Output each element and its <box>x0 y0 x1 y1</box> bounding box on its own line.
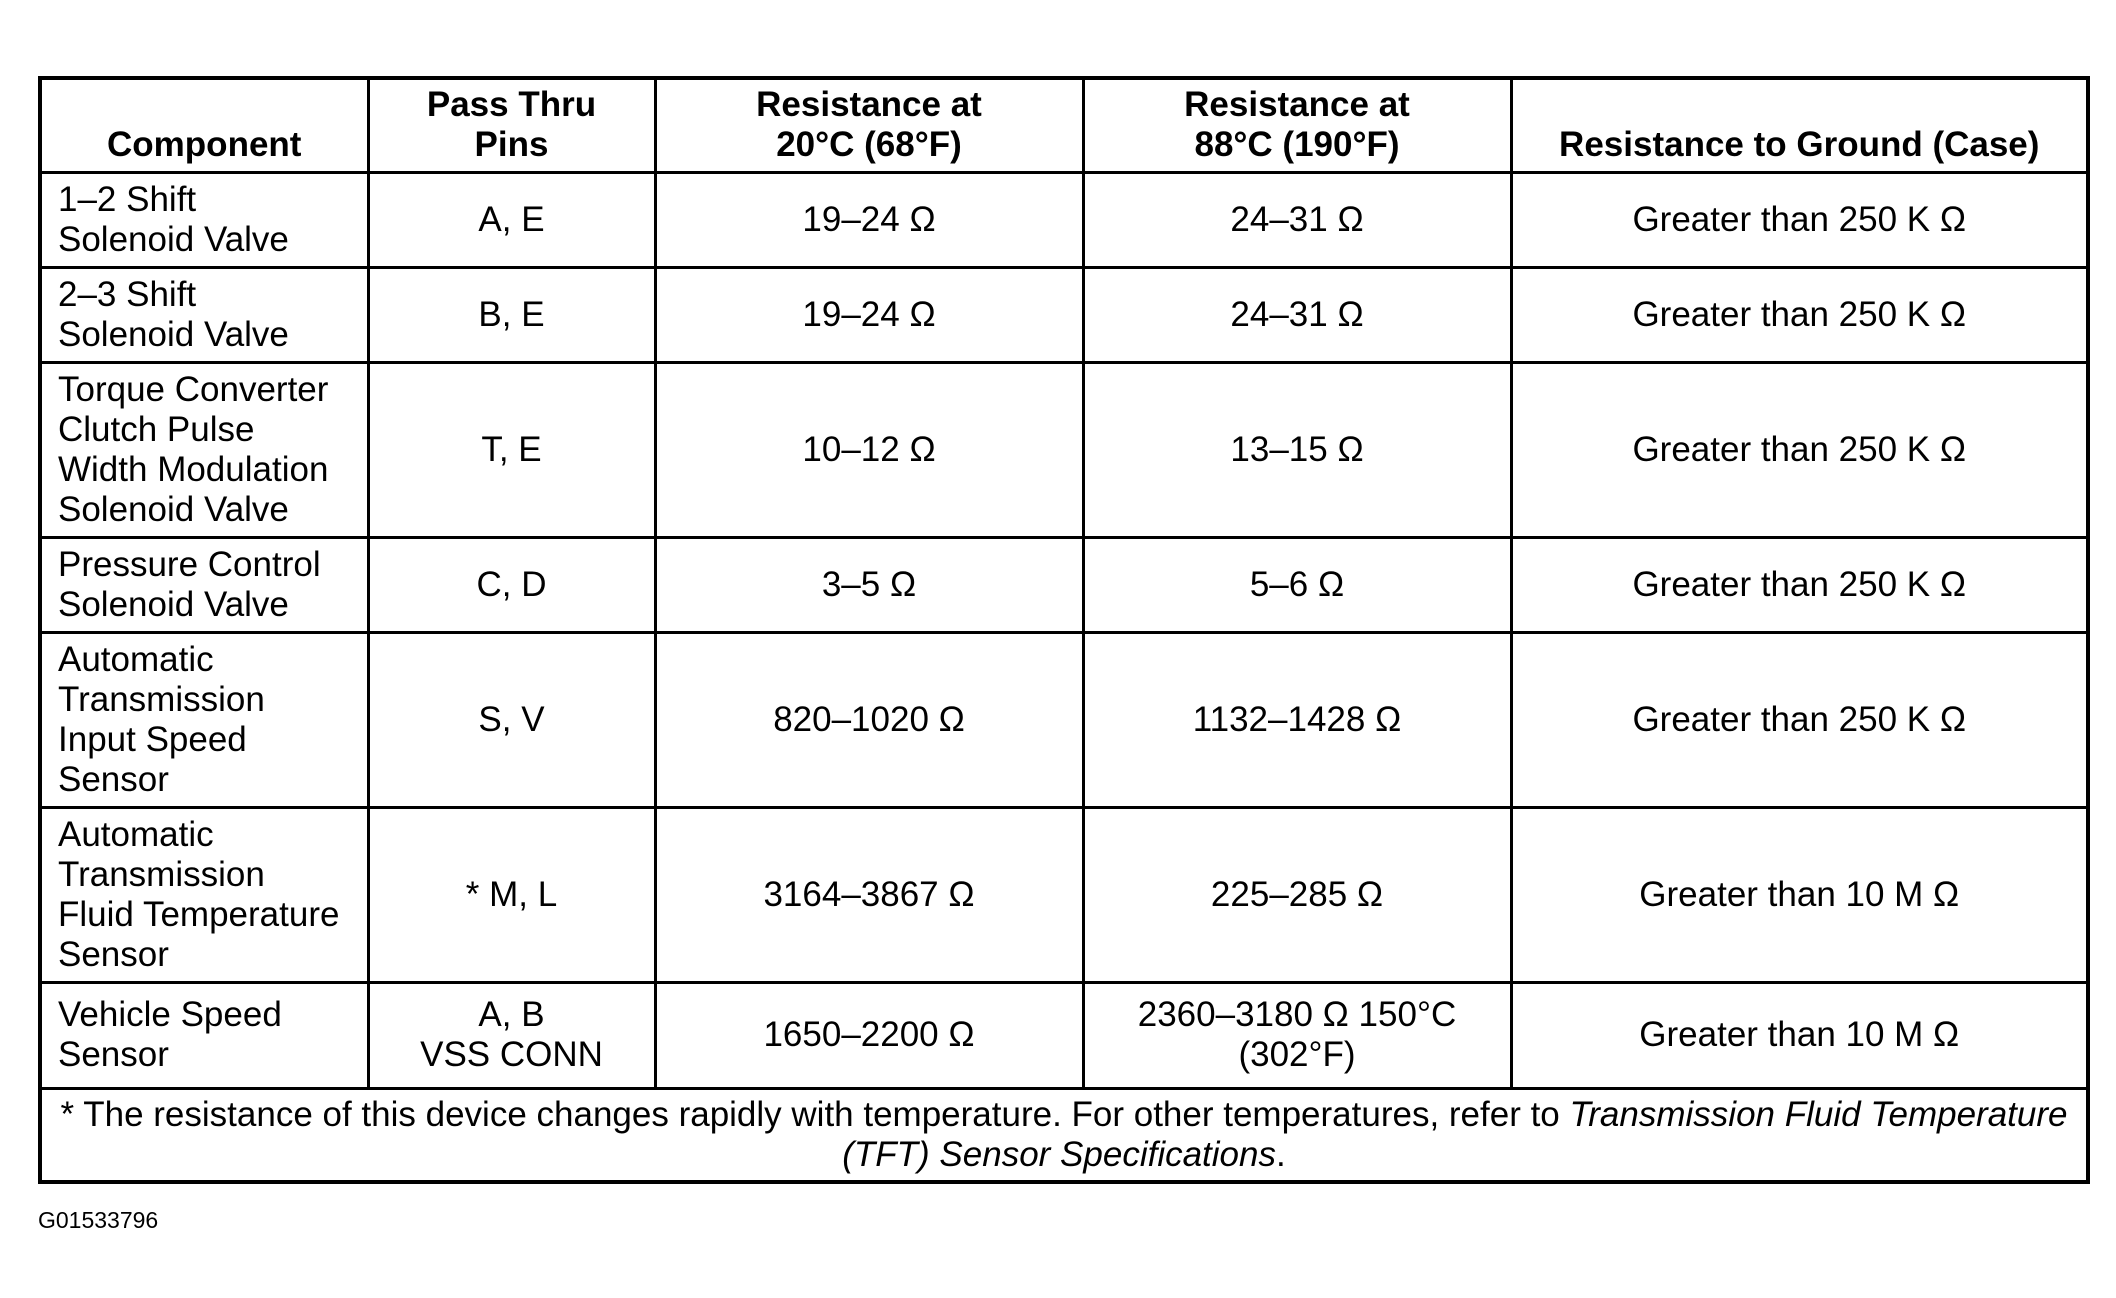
footnote-text: * The resistance of this device changes rapidly with temperature. For other temperatures, refer to <box>60 1094 1570 1134</box>
component-cell <box>40 172 368 267</box>
table-row <box>40 807 2088 982</box>
footnote-end: . <box>1276 1134 1286 1174</box>
resistance-20c-cell-line: 19–24 Ω <box>802 294 936 334</box>
resistance-ground-cell-text: Greater than 10 M Ω <box>1639 874 1960 914</box>
pins-cell-line: S, V <box>478 699 545 739</box>
resistance-ground-cell <box>1511 537 2088 632</box>
component-cell-line: Vehicle Speed <box>58 995 282 1034</box>
resistance-20c-cell <box>655 537 1083 632</box>
component-cell-line: Transmission <box>58 854 265 894</box>
resistance-88c-cell-line: 225–285 Ω <box>1210 874 1384 914</box>
resistance-88c-cell-line: 24–31 Ω <box>1230 199 1364 239</box>
resistance-ground-cell <box>1511 807 2088 982</box>
component-cell <box>40 537 368 632</box>
component-cell-line: Input Speed <box>58 719 247 759</box>
component-cell-line: Pressure Control <box>58 544 321 584</box>
resistance-ground-cell <box>1511 632 2088 807</box>
pins-cell <box>368 172 655 267</box>
footnote-cell <box>40 1088 2088 1182</box>
component-cell-line: Sensor <box>58 1035 169 1074</box>
resistance-ground-cell-text: Greater than 250 K Ω <box>1632 294 1967 334</box>
resistance-ground-cell-text: Greater than 10 M Ω <box>1639 1015 1960 1054</box>
component-cell-line: Clutch Pulse <box>58 409 255 449</box>
component-cell <box>40 982 368 1088</box>
resistance-88c-cell-line: (302°F) <box>1238 1035 1356 1074</box>
component-cell-line: Width Modulation <box>58 449 329 489</box>
header-component-label: Component <box>107 124 302 164</box>
figure-code: G01533796 <box>38 1207 159 1233</box>
resistance-ground-cell-text: Greater than 250 K Ω <box>1632 429 1967 469</box>
table-row <box>40 537 2088 632</box>
component-cell-line: Sensor <box>58 759 169 799</box>
resistance-20c-cell-line: 3164–3867 Ω <box>763 874 975 914</box>
component-cell-line: Fluid Temperature <box>58 894 340 934</box>
header-resistance-to-ground <box>1511 78 2088 172</box>
component-cell-line: Sensor <box>58 934 169 974</box>
resistance-ground-cell <box>1511 982 2088 1088</box>
resistance-88c-cell <box>1083 537 1511 632</box>
resistance-88c-cell-line: 24–31 Ω <box>1230 294 1364 334</box>
resistance-20c-cell-line: 10–12 Ω <box>802 429 936 469</box>
resistance-88c-cell <box>1083 982 1511 1088</box>
header-resistance-88c <box>1083 78 1511 172</box>
resistance-20c-cell-line: 1650–2200 Ω <box>763 1015 975 1054</box>
resistance-ground-cell-text: Greater than 250 K Ω <box>1632 199 1967 239</box>
resistance-ground-cell <box>1511 172 2088 267</box>
resistance-20c-cell <box>655 172 1083 267</box>
pins-cell-line: C, D <box>476 564 547 604</box>
resistance-ground-cell-text: Greater than 250 K Ω <box>1632 564 1967 604</box>
table-row <box>40 267 2088 362</box>
table-row <box>40 362 2088 537</box>
resistance-88c-cell-line: 5–6 Ω <box>1249 564 1345 604</box>
resistance-20c-cell <box>655 362 1083 537</box>
component-cell-line: Solenoid Valve <box>58 584 289 624</box>
table-row <box>40 172 2088 267</box>
footnote-row <box>40 1088 2088 1182</box>
pins-cell-line: B, E <box>478 294 545 334</box>
component-cell-line: Torque Converter <box>58 369 329 409</box>
header-component <box>40 78 368 172</box>
pins-cell <box>368 267 655 362</box>
header-pins-line-1: Pass Thru <box>426 84 597 124</box>
resistance-88c-cell <box>1083 267 1511 362</box>
pins-cell-line: VSS CONN <box>420 1035 603 1074</box>
component-cell <box>40 362 368 537</box>
resistance-88c-cell <box>1083 632 1511 807</box>
pins-cell <box>368 362 655 537</box>
resistance-20c-cell <box>655 982 1083 1088</box>
pins-cell <box>368 982 655 1088</box>
resistance-20c-cell-line: 3–5 Ω <box>821 564 917 604</box>
header-ground-label: Resistance to Ground (Case) <box>1559 124 2040 164</box>
pins-cell-line: A, E <box>478 199 545 239</box>
resistance-spec-table <box>38 76 2090 1184</box>
pins-cell-line: * M, L <box>465 874 558 914</box>
table-row <box>40 982 2088 1088</box>
pins-cell-line: A, B <box>478 995 545 1034</box>
header-pins-line-2: Pins <box>474 124 549 164</box>
table-row <box>40 632 2088 807</box>
component-cell-line: Solenoid Valve <box>58 219 289 259</box>
component-cell <box>40 267 368 362</box>
resistance-88c-cell-line: 13–15 Ω <box>1230 429 1364 469</box>
header-r20-line-2: 20°C (68°F) <box>776 124 962 164</box>
resistance-20c-cell <box>655 267 1083 362</box>
resistance-88c-cell <box>1083 172 1511 267</box>
header-pass-thru-pins <box>368 78 655 172</box>
resistance-20c-cell-line: 820–1020 Ω <box>773 699 965 739</box>
component-cell-line: 1–2 Shift <box>58 179 197 219</box>
resistance-ground-cell-text: Greater than 250 K Ω <box>1632 699 1967 739</box>
component-cell-line: Automatic <box>58 814 214 854</box>
component-cell-line: 2–3 Shift <box>58 274 197 314</box>
resistance-20c-cell <box>655 807 1083 982</box>
resistance-88c-cell-line: 2360–3180 Ω 150°C <box>1137 995 1457 1034</box>
component-cell <box>40 632 368 807</box>
resistance-88c-cell <box>1083 807 1511 982</box>
resistance-88c-cell <box>1083 362 1511 537</box>
resistance-ground-cell <box>1511 362 2088 537</box>
pins-cell <box>368 807 655 982</box>
component-cell-line: Automatic <box>58 639 214 679</box>
header-row <box>40 78 2088 172</box>
header-r20-line-1: Resistance at <box>756 84 982 124</box>
pins-cell <box>368 632 655 807</box>
resistance-20c-cell <box>655 632 1083 807</box>
component-cell-line: Transmission <box>58 679 265 719</box>
resistance-20c-cell-line: 19–24 Ω <box>802 199 936 239</box>
pins-cell <box>368 537 655 632</box>
component-cell-line: Solenoid Valve <box>58 314 289 354</box>
resistance-ground-cell <box>1511 267 2088 362</box>
header-resistance-20c <box>655 78 1083 172</box>
footnote-reference: Transmission Fluid Temperature (TFT) Sensor Specifications <box>842 1094 2068 1174</box>
header-r88-line-1: Resistance at <box>1184 84 1410 124</box>
resistance-88c-cell-line: 1132–1428 Ω <box>1192 699 1402 739</box>
pins-cell-line: T, E <box>481 429 542 469</box>
component-cell-line: Solenoid Valve <box>58 489 289 529</box>
component-cell <box>40 807 368 982</box>
header-r88-line-2: 88°C (190°F) <box>1194 124 1400 164</box>
